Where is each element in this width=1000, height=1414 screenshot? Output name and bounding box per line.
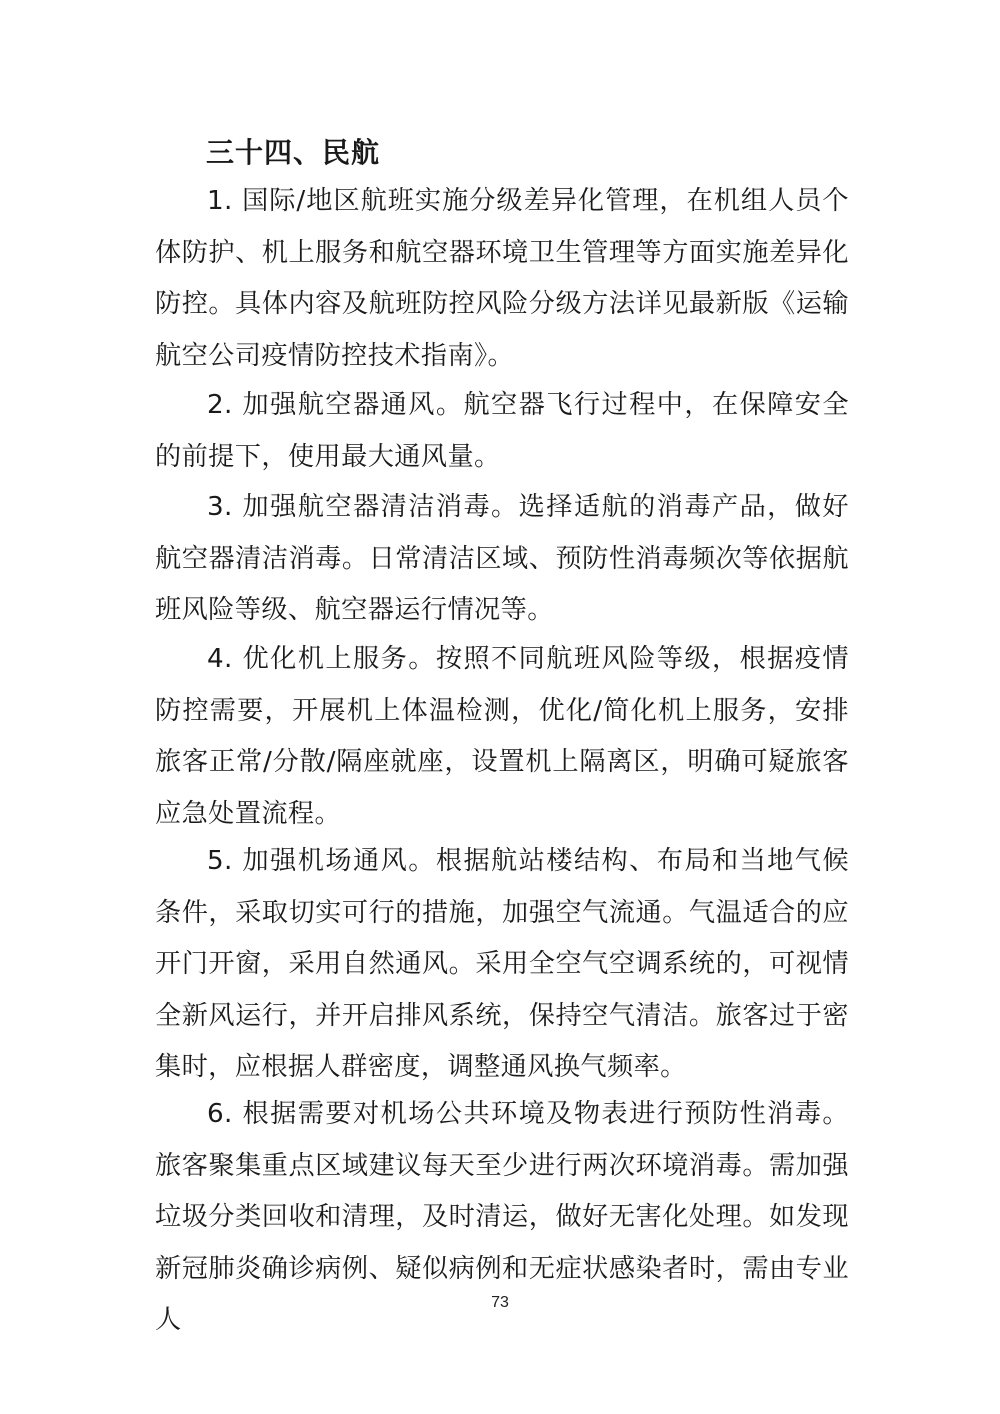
paragraph-2: 2. 加强航空器通风。航空器飞行过程中，在保障安全的前提下，使用最大通风量。	[155, 390, 849, 472]
paragraph-3: 3. 加强航空器清洁消毒。选择适航的消毒产品，做好航空器清洁消毒。日常清洁区域、预防性消毒频次等依据航班风险等级、航空器运行情况等。	[155, 492, 849, 625]
paragraph-1: 1. 国际/地区航班实施分级差异化管理，在机组人员个体防护、机上服务和航空器环境卫生管理等方面实施差异化防控。具体内容及航班防控风险分级方法详见最新版《运输航空公司疫情防控技术指南》。	[155, 186, 849, 371]
paragraph-6: 6. 根据需要对机场公共环境及物表进行预防性消毒。旅客聚集重点区域建议每天至少进行两次环境消毒。需加强垃圾分类回收和清理，及时清运，做好无害化处理。如发现新冠肺炎确诊病例、疑似病例和无症状感染者时，需由专业人	[155, 1099, 849, 1335]
section-heading: 三十四、民航	[206, 136, 381, 169]
page-number: 73	[491, 1294, 509, 1311]
paragraph-4: 4. 优化机上服务。按照不同航班风险等级，根据疫情防控需要，开展机上体温检测，优化/简化机上服务，安排旅客正常/分散/隔座就座，设置机上隔离区，明确可疑旅客应急处置流程。	[155, 644, 849, 829]
paragraph-5: 5. 加强机场通风。根据航站楼结构、布局和当地气候条件，采取切实可行的措施，加强空气流通。气温适合的应开门开窗，采用自然通风。采用全空气空调系统的，可视情全新风运行，并开启排风系统，保持空气清洁。旅客过于密集时，应根据人群密度，调整通风换气频率。	[155, 846, 849, 1082]
